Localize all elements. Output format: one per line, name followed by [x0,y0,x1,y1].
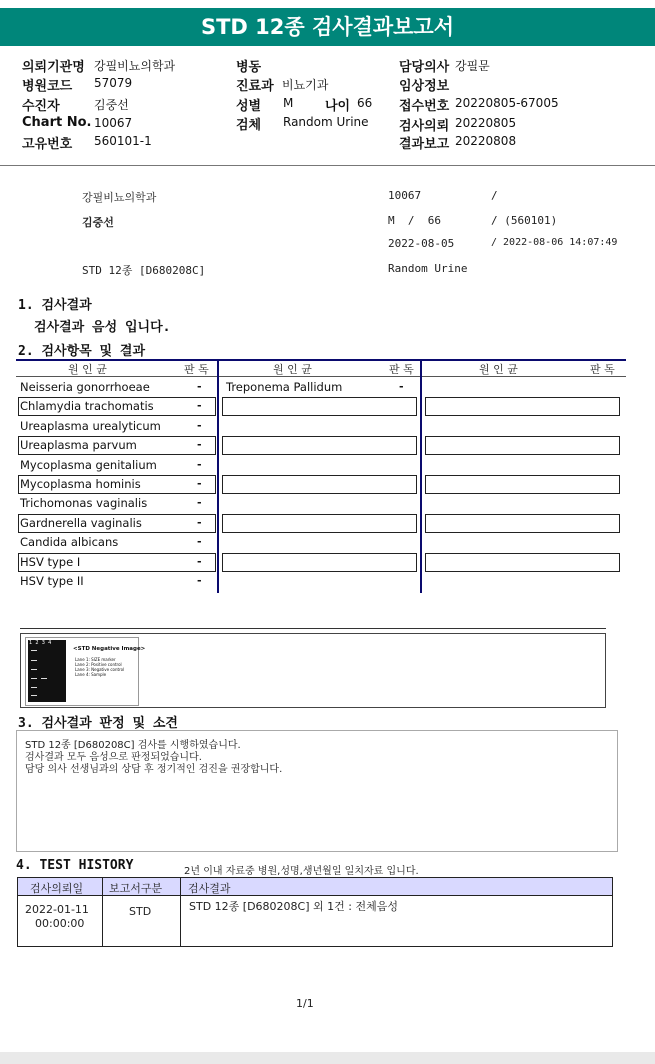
summary-patient: 김중선 [82,216,114,229]
history-col-rule-2 [180,877,181,947]
sex-label: 성별 [236,99,262,114]
section3-title: 3. 검사결과 판정 및 소견 [18,716,178,731]
col-organism-header-2: 원 인 균 [273,363,312,376]
department-label: 진료과 [236,79,274,94]
hospital-value: 강필비뇨의학과 [94,59,176,73]
col-result-header-1: 판 독 [184,363,209,376]
history-header-result: 검사결과 [188,882,231,895]
organism-name: Trichomonas vaginalis [20,496,148,511]
section1-text: 검사결과 음성 입니다. [34,320,171,335]
hospital-code-value: 57079 [94,76,133,90]
organism-result: - [197,477,202,490]
organism-result: - [197,554,202,568]
result-row-box [222,475,417,494]
unique-no-label: 고유번호 [22,137,73,152]
summary-chart: 10067 [388,189,422,202]
results-top-rule [16,359,626,361]
ward-label: 병동 [236,60,262,75]
organism-result: - [197,515,202,529]
patient-label: 수진자 [22,99,60,114]
summary-specimen: Random Urine [388,262,468,275]
gel-lane-numbers: 1 2 3 4 [29,640,52,646]
history-header-date: 검사의뢰일 [30,882,84,895]
summary-test: STD 12종 [D680208C] [82,264,206,277]
clinical-info-label: 임상정보 [399,79,450,94]
organism-result: - [197,418,202,432]
age-value: 66 [357,96,373,110]
report-date-value: 20220808 [455,134,517,148]
gel-legend-3: Lane 3: Negative control [75,667,125,672]
gel-legend-1: Lane 1: SIZE marker [75,657,116,662]
organism-name: Chlamydia trachomatis [20,399,154,414]
gel-top-rule [20,628,606,629]
summary-date1: 2022-08-05 [388,237,455,250]
col-result-header-2: 판 독 [389,363,414,376]
organism-name: Neisseria gonorrhoeae [20,380,150,394]
department-value: 비뇨기과 [282,78,329,92]
gel-legend-4: Lane 4: Sample [75,672,107,677]
history-row-date: 2022-01-11 [25,903,89,916]
section1-title: 1. 검사결과 [18,298,92,313]
report-date-label: 결과보고 [399,137,450,152]
chart-no-value: 10067 [94,116,133,130]
history-header-type: 보고서구분 [109,882,163,895]
summary-slash: / [491,189,498,202]
result-row-box [425,436,620,455]
organism-name: Ureaplasma parvum [20,438,137,453]
header-divider [0,165,655,166]
doctor-value: 강필문 [455,59,490,73]
receipt-no-value: 20220805-67005 [455,96,559,110]
organism-result: - [197,457,202,471]
organism-name: Treponema Pallidum [226,380,343,394]
history-col-rule-1 [102,877,103,947]
summary-birth: / (560101) [491,214,558,227]
organism-name: HSV type I [20,554,81,569]
age-label: 나이 [325,99,351,114]
organism-name: Mycoplasma hominis [20,477,141,491]
report-title: STD 12종 검사결과보고서 [0,8,655,46]
opinion-box [16,730,618,852]
result-row-box [222,436,417,455]
result-row-box [222,553,417,572]
history-header-rule [17,895,613,896]
specimen-label: 검체 [236,118,262,133]
unique-no-value: 560101-1 [94,134,152,148]
gel-legend-2: Lane 2: Positive control [75,662,122,667]
patient-value: 김중선 [94,98,129,112]
history-row-time: 00:00:00 [35,917,85,930]
organism-name: Ureaplasma urealyticum [20,418,161,433]
col-organism-header-1: 원 인 균 [68,363,107,376]
hospital-label: 의뢰기관명 [22,60,85,75]
gel-photo [28,640,66,702]
results-divider-1 [217,359,219,593]
result-row-box [222,397,417,416]
section4-title: 4. TEST HISTORY [16,858,134,873]
section2-title: 2. 검사항목 및 결과 [18,344,146,359]
gel-image-title: <STD Negative Image> [73,646,146,652]
summary-hospital: 강필비뇨의학과 [82,191,157,204]
sex-value: M [283,96,294,110]
results-header-rule [16,376,626,377]
summary-date2: / 2022-08-06 14:07:49 [491,237,618,248]
opinion-line-2: 검사결과 모두 음성으로 판정되었습니다. [25,752,202,763]
organism-name: Candida albicans [20,535,119,550]
history-row-type: STD [129,905,152,918]
request-date-label: 검사의뢰 [399,119,450,134]
chart-no-label: Chart No. [22,115,92,130]
organism-result: - [197,535,202,549]
organism-result: - [197,574,202,587]
history-row-result: STD 12종 [D680208C] 외 1건 : 전체음성 [189,900,398,913]
result-row-box [425,475,620,494]
organism-result: - [197,380,202,393]
result-row-box [425,514,620,533]
receipt-no-label: 접수번호 [399,99,450,114]
specimen-value: Random Urine [283,115,369,129]
result-row-box [425,553,620,572]
history-header-bg [18,878,612,895]
summary-sex-age: M / 66 [388,214,441,227]
page-number: 1/1 [296,997,314,1010]
results-divider-2 [420,359,422,593]
opinion-line-1: STD 12종 [D680208C] 검사를 시행하였습니다. [25,740,241,751]
organism-result: - [197,399,202,413]
request-date-value: 20220805 [455,116,517,130]
section4-note: 2년 이내 자료중 병원,성명,생년월일 일치자료 입니다. [184,866,419,877]
organism-result: - [197,438,202,452]
organism-result: - [399,380,404,393]
result-row-box [222,514,417,533]
col-organism-header-3: 원 인 균 [479,363,518,376]
opinion-line-3: 담당 의사 선생님과의 상담 후 정기적인 검진을 권장합니다. [25,764,283,775]
result-row-box [425,397,620,416]
organism-result: - [197,496,202,510]
doctor-label: 담당의사 [399,60,450,75]
organism-name: Gardnerella vaginalis [20,515,142,530]
organism-name: HSV type II [20,574,84,588]
organism-name: Mycoplasma genitalium [20,457,157,472]
col-result-header-3: 판 독 [590,363,615,376]
hospital-code-label: 병원코드 [22,79,73,94]
